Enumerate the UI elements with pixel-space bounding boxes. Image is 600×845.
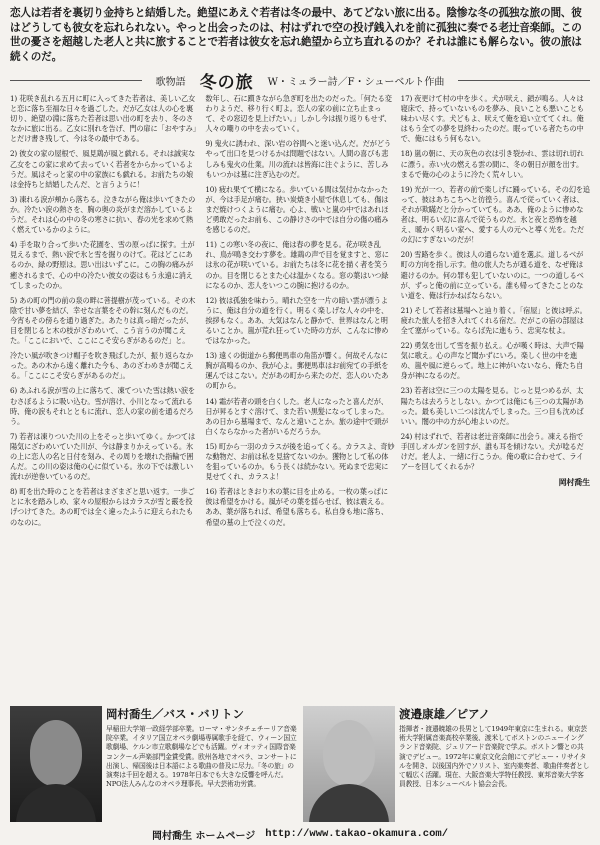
page-title: 冬の旅 <box>199 72 254 93</box>
synopsis-paragraph: 22) 勇気を出して雪を振り払え。心が嘆く時は、大声で陽気に歌え。心の声など聞かずにいろ。楽しく世の中を進め、嵐や風に逆らって。地上に神がいないなら、俺たち自身が神になるのだ。 <box>400 341 584 381</box>
bio-okamura <box>10 706 297 822</box>
synopsis-paragraph: 5) あの町の門の前の泉の畔に菩提樹が茂っている。その木陰で甘い夢を結び、幸せな言葉をその幹に刻んだものだ。今宵もその傍らを通り過ぎた。あたりは真っ暗だったが、目を閉じると木の枝がざわめいて、こう言うのが聞こえた。「ここにおいで、ここにこそ安らぎがあるのだ」と。 <box>10 295 196 346</box>
title-rule-right <box>458 80 590 81</box>
bio-name: 渡邉康雄／ピアノ <box>399 707 491 721</box>
title-rule-left <box>10 80 142 81</box>
synopsis-paragraph: 14) 霜が若者の頭を白くした。老人になったと喜んだが、日が昇るとすぐ溶けて、また若い黒髪になってしまった。あの日から墓場まで、なんと遠いことか。旅の途中で頭が白くならなかった者がいるだろうか。 <box>205 396 389 436</box>
synopsis-paragraph: 3) 凍れる涙が頬から落ちる。泣きながら俺は歩いてきたのか。冷たい涙の熱さを、胸の奥の炎がまだ溶かしているようだ。それは心の中の冬の寒さに抗い、春の光を求めて熱く燃えているかのように。 <box>10 194 196 235</box>
portrait-photo-watanabe <box>303 706 395 822</box>
synopsis-paragraph: 16) 若者はときおり木の葉に目を止める。一枚の葉っぱに彼は希望をかける。風がその葉を揺らせば、彼は震える。ああ、葉が落ちれば、希望も落ちる。私自身も地に落ち、希望の墓の上で泣くのだ。 <box>205 487 389 527</box>
bio-watanabe <box>303 706 590 822</box>
synopsis-paragraph: 2) 彼女の家の屋根で、風見鶏が風と戯れる。それは誠実な乙女をこの家に求めて去っていく若者をからかっているようだ。風はそっと家の中の家族にも戯れる。お前たちの娘は金持ちと結婚したんだ、と言うように！ <box>10 149 196 189</box>
synopsis-paragraph: 17) 夜更けて村の中を歩く。犬が吠え、鎖が鳴る。人々は寝床で、持っていないものを夢み、良いことも悪いことも味わい尽くす。犬どもよ、吠えて俺を追い立ててくれ。俺はもう全ての夢を見終わったのだ。眠っている者たちの中で、俺にはもう何もない。 <box>400 94 584 144</box>
synopsis-column-2 <box>205 94 394 700</box>
title-credit: W・ミュラー詩／F・シューベルト作曲 <box>267 76 445 88</box>
synopsis-paragraph: 数年し、石に躓きながら急ぎ町を出たのだった。「何たる変わりようだ、移り行く町よ。恋人の家の前に立ち止まって、その窓辺を見上げたい。」しかし今は振り返りもせず、人々の嘲りの中を去っていく。 <box>205 94 392 134</box>
author-signature: 岡村喬生 <box>558 477 590 488</box>
portrait-body <box>16 784 96 822</box>
synopsis-paragraph: 23) 若者は空に三つの太陽を見る。じっと見つめるが、太陽たちは去ろうとしない。かつては俺にも三つの太陽があった。最も美しい二つは沈んでしまった。三つ目も沈めばいい。闇の中の方が心地よいのだ。 <box>400 386 584 426</box>
synopsis-paragraph: 冷たい風が吹きつけ帽子を吹き飛ばしたが、振り返らなかった。あの木から遠く離れた今も、あのざわめきが聞こえる。「ここにこそ安らぎがあるのだ」。 <box>10 351 193 381</box>
homepage-label: 岡村喬生 ホームページ <box>151 830 256 842</box>
synopsis-paragraph: 15) 町から一羽のカラスが後を追ってくる。カラスよ、奇妙な動物だ、お前は私を見捨てないのか。獲物として私の体を狙っているのか。もう長くは続かない。死ぬまで忠実に見せてくれ、カラスよ！ <box>205 441 395 482</box>
synopsis-paragraph: 7) 若者は凍りついた川の上をそっと歩いてゆく。かつては陽気にざわめいていた川が、今は静まりかえっている。氷の上に恋人の名と日付を刻み、その周りを壊れた指輪で囲んだ。この川の姿は俺の心に似ている。氷の下では激しい流れが逆巻いているのだ。 <box>10 431 196 482</box>
portrait-body <box>309 784 389 822</box>
synopsis-paragraph: 8) 町を出た時のことを若者はまざまざと思い返す。一歩ごとに氷を踏みしめ、家々の屋根からはカラスが雪と霰を投げつけてきた。あの町では全く違ったふうに迎えられたものなのに。 <box>10 487 195 527</box>
synopsis-paragraph: 4) 手を取り合って歩いた花園を、雪の原っぱに探す。土が見えるまで、熱い涙で氷と雪を掘りのけて。花はどこにあるのか、緑の野原は。思い出はいずこに。この胸の痛みが癒されるまで、心の中の冷たい彼女の姿はもう永遠に消えてしまったのか。 <box>10 240 195 290</box>
bio-text <box>399 706 590 822</box>
synopsis-column-1 <box>10 94 199 700</box>
synopsis-paragraph: 6) あふれる涙が雪の上に落ちて、凍てついた雪は熱い涙をむさぼるように吸い込む。雪が溶け、小川となって流れる時、俺の涙もそれとともに流れ、恋人の家の前を通るだろう。 <box>10 386 195 426</box>
synopsis-paragraph: 20) 雪路を歩く。彼は人の通らない道を選ぶ。道しるべが町の方向を指し示す。他の旅人たちが通る道を、なぜ俺は避けるのか。何の罪も犯していないのに。一つの道しるべが、ずっと俺の前に立っている。誰も帰ってきたことのない道を、俺は行かねばならない。 <box>400 250 584 300</box>
synopsis-paragraph: 24) 村はずれで、若者は老辻音楽師に出会う。凍える指で手回しオルガンを回すが、誰も耳を傾けない。犬が唸るだけだ。老人よ、一緒に行こうか。俺の歌に合わせて、ライアーを回してくれるか？ <box>400 431 584 472</box>
performer-bios <box>10 706 590 822</box>
synopsis-paragraph: 21) そして若者は墓場へと辿り着く。「宿屋」と彼は呼ぶ。疲れた旅人を招き入れてくれる宿だ。だがこの宿の部屋は全て塞がっている。ならば先に進もう、忠実な杖よ。 <box>400 305 587 335</box>
synopsis-columns <box>10 94 590 700</box>
portrait-face <box>30 720 82 786</box>
synopsis-paragraph: 10) 疲れ果てて横になる。歩いている間は気付かなかったが、今は手足が痛む。狭い炭焼き小屋で休息しても、傷はまだ焼けつくように痛む。心よ、戦いと嵐の中ではあれほど勇敢だったお前も、この静けさの中では自分の傷の痛みを感じるのだ。 <box>205 184 389 235</box>
footer <box>10 826 590 842</box>
synopsis-paragraph: 12) 彼は孤独を味わう。晴れた空を一片の暗い雲が漂うように、俺は自分の道を行く。明るく楽しげな人々の中を、挨拶もなく。ああ、大気はなんと静かで、世界はなんと明るいことか。嵐が荒れ狂っていた時の方が、こんなに惨めではなかった。 <box>205 295 389 346</box>
bio-body: 早稲田大学第一政経学部卒業。ローマ・サンタチェチーリア音楽院卒業。イタリア国立オペラ劇場専属歌手を経て、ウィーン国立歌劇場、ケルン市立歌劇場などでも活躍。ヴィオッティ国際音楽コンクール声楽部門金賞受賞。欧州各地でオペラ、コンサートに出演し、帰国後は日本語による歌曲の普及に尽力。「冬の旅」の演奏は千回を超える。1978年日本でも大きな反響を呼んだ。NPO法人みんなのオペラ理事長。早大芸術功労賞。 <box>106 725 297 789</box>
synopsis-paragraph: 13) 遠くの街道から郵便馬車の角笛が響く。何故そんなに胸が高鳴るのか、我が心よ。郵便馬車はお前宛ての手紙を運んではこない。だがあの町から来たのだ、恋人のいたあの町から。 <box>205 351 389 391</box>
bio-body: 指揮者・渡邉暁雄の長男として1949年東京に生まれる。東京芸術大学附属音楽高校卒業後、渡米してボストンのニューイングランド音楽院、ジュリアード音楽院で学ぶ。ボストン響との共演でデビュー。1972年に東京文化会館にてデビュー・リサイタルを開き、以後国内外でソリスト、室内楽奏者、歌曲伴奏者として幅広く活躍。現在、大阪音楽大学特任教授、東邦音楽大学客員教授、日本シューベルト協会会長。 <box>399 725 590 789</box>
synopsis-paragraph: 9) 鬼火に誘われ、深い岩の谷間へと迷い込んだ。だがどうやって出口を見つけるかは問題ではない。人間の喜びも悲しみも鬼火の仕業。川の流れは皆海に注ぐように、苦しみもいつかは墓に注ぎ込むのだ。 <box>205 139 391 179</box>
bio-text <box>106 706 297 822</box>
title-genre-label: 歌物語 <box>155 76 186 88</box>
synopsis-paragraph: 11) この寒い冬の夜に、俺は春の夢を見る。花が咲き乱れ、鳥が鳴き交わす夢を。雄鶏の声で目を覚ますと、窓には氷の花が咲いている。お前たちは冬に花を描く者を笑うのか。目を閉じるとまた心は温かくなる。窓の葉はいつ緑になるのか、恋人をいつこの腕に抱けるのか。 <box>205 240 389 290</box>
portrait-face <box>323 720 375 786</box>
synopsis-paragraph: 1) 花咲き乱れる五月に町に入ってきた若者は、美しい乙女と恋に落ち至福な日々を過ごした。だが乙女は人の心を裏切り、絶望の淵に落ちた若者は思い出の町を去り、冬のさなかに旅に出る。乙女に別れを告げ、門の扉に「おやすみ」とだけ書き残して、今は冬の最中である。 <box>10 94 197 144</box>
title-row <box>10 70 590 93</box>
synopsis-column-3 <box>401 94 590 700</box>
bio-name: 岡村喬生／バス・バリトン <box>106 707 244 721</box>
synopsis-paragraph: 19) 光が一つ、若者の前で楽しげに踊っている。その幻を追って、彼はあちこちへと彷徨う。喜んで従っていく者は、それが欺瞞だと分かっていても。ああ、俺のように惨めな者は、明るい幻に喜んで従うものだ。氷と夜と恐怖を越え、暖かく明るい家へ、愛する人の元へと導く光を。ただの幻にすぎないのだが！ <box>400 184 590 245</box>
intro-paragraph: 恋人は若者を裏切り金持ちと結婚した。絶望にあえぐ若者は冬の最中、あてどない旅に出る。陰惨な冬の孤独な旅の間、彼はどうしても彼女を忘れられない。やっと出会ったのは、村はずれで空の投げ銭入れを前に孤独に奏でる老辻音楽師。この世の憂さを超越した老人と共に旅することで若者は彼女を忘れ絶望から立ち直れるのか？それは誰にも解らない。彼の旅は続くのだ。 <box>10 7 582 63</box>
homepage-link[interactable]: http://www.takao-okamura.com/ <box>265 828 449 840</box>
synopsis-paragraph: 18) 嵐の朝に、天の灰色の衣は引き裂かれ、雲は切れ切れに漂う。赤い火の燃える雲の間に、冬の朝日が顔を出す。まるで俺の心のように冷たく荒々しい。 <box>400 149 584 179</box>
portrait-photo-okamura <box>10 706 102 822</box>
